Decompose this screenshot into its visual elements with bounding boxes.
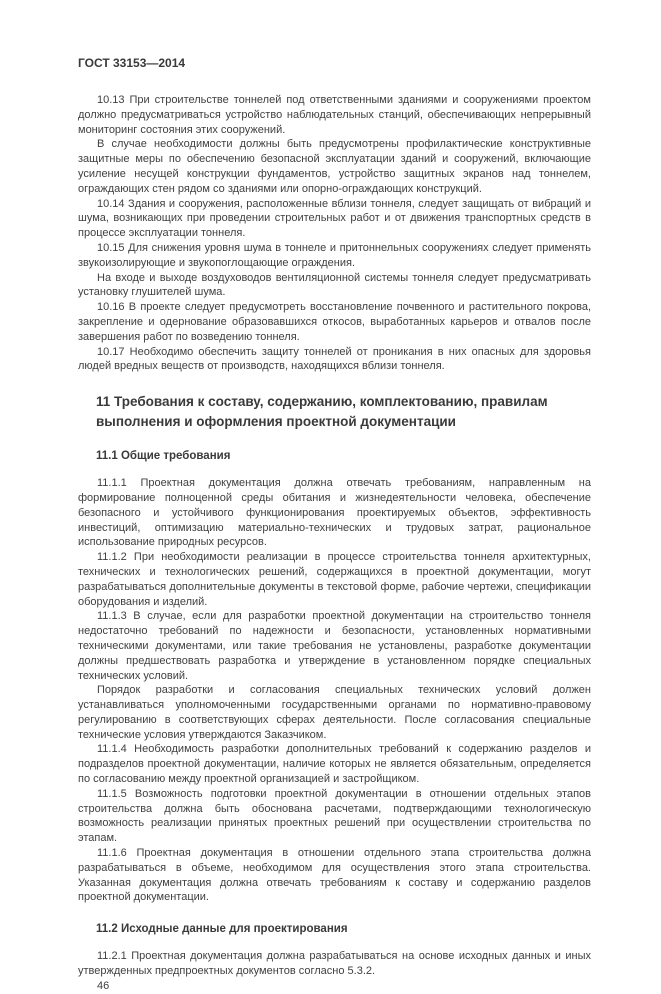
paragraph: 10.17 Необходимо обеспечить защиту тоннелей от проникания в них опасных для здоровья людей вредных веществ от производств, находящихся вблизи тоннеля. [78, 345, 591, 373]
paragraph: В случае необходимости должны быть предусмотрены профилактические конструктивные защитные меры по обеспечению безопасной эксплуатации зданий и сооружений, включающие усиление несущей конструкции фундаментов, устройство защитных экранов над тоннелем, ограждающих стен рядом со зданиями или опорно-ограждающих конструкций. [78, 138, 591, 195]
subsection-11-2-body [78, 949, 591, 979]
document-header: ГОСТ 33153—2014 [78, 56, 186, 70]
paragraph: Порядок разработки и согласования специальных технических условий должен устанавливаться уполномоченными государственными органами по нормативно-правовому регулированию в соответствующих сферах деятельности. После согласования специальные технические условия утверждаются Заказчиком. [78, 684, 591, 741]
page-number: 46 [97, 979, 110, 992]
paragraph: На входе и выходе воздуховодов вентиляционной системы тоннеля следует предусматривать установку глушителей шума. [78, 271, 591, 299]
paragraph: 11.1.2 При необходимости реализации в процессе строительства тоннеля архитектурных, технических и технологических решений, содержащихся в проектной документации, могут разрабатываться дополнительные документы в текстовой форме, рабочие чертежи, спецификации оборудования и изделий. [78, 551, 591, 608]
section-10-body [78, 93, 591, 374]
subsection-11-1-heading: 11.1 Общие требования [96, 450, 231, 463]
paragraph: 11.2.1 Проектная документация должна разрабатываться на основе исходных данных и иных утвержденных предпроектных документов согласно 5.3.2. [78, 950, 591, 978]
paragraph: 11.1.1 Проектная документация должна отвечать требованиям, направленным на формирование полноценной среды обитания и жизнедеятельности человека, обеспечение безопасного и устойчивого функционирования проектируемых объектов, эффективность инвестиций, оптимизацию материально-технических и трудовых затрат, рациональное использование природных ресурсов. [78, 477, 591, 549]
paragraph: 11.1.6 Проектная документация в отношении отдельного этапа строительства должна разрабатываться в объеме, необходимом для осуществления этого этапа строительства. Указанная документация должна отвечать требованиям к составу и содержанию разделов проектной документации. [78, 847, 591, 904]
paragraph: 10.15 Для снижения уровня шума в тоннеле и притоннельных сооружениях следует применять звукоизолирующие и звукопоглощающие ограждения. [78, 241, 591, 269]
paragraph: 11.1.4 Необходимость разработки дополнительных требований к содержанию разделов и подразделов проектной документации, наличие которых не является обязательным, определяется по согласованию между проектной организацией и застройщиком. [78, 743, 591, 786]
paragraph: 11.1.3 В случае, если для разработки проектной документации на строительство тоннеля недостаточно требований по надежности и безопасности, установленных нормативными техническими документами, или такие требования не установлены, разработке документации должны предшествовать разработка и утверждение в установленном порядке специальных технических условий. [78, 610, 591, 682]
paragraph: 11.1.5 Возможность подготовки проектной документации в отношении отдельных этапов строительства должна быть обоснована расчетами, подтверждающими технологическую возможность реализации принятых проектных решений при осуществлении строительства по этапам. [78, 787, 591, 845]
subsection-11-2-heading: 11.2 Исходные данные для проектирования [96, 923, 348, 936]
subsection-11-1-body [78, 476, 591, 905]
paragraph: 10.16 В проекте следует предусмотреть восстановление почвенного и растительного покрова, закрепление и одернование образовавшихся откосов, выработанных карьеров и отвалов после завершения работ по возведению тоннеля. [78, 301, 591, 343]
paragraph: 10.14 Здания и сооружения, расположенные вблизи тоннеля, следует защищать от вибраций и шума, возникающих при проведении строительных работ и от движения транспортных средств в процессе эксплуатации тоннеля. [78, 197, 591, 240]
paragraph: 10.13 При строительстве тоннелей под ответственными зданиями и сооружениями проектом должно предусматриваться устройство наблюдательных станций, обеспечивающих непрерывный мониторинг состояния этих сооружений. [78, 94, 591, 136]
section-11-heading: 11 Требования к составу, содержанию, комплектованию, правилам выполнения и оформления проектной документации [96, 394, 548, 430]
